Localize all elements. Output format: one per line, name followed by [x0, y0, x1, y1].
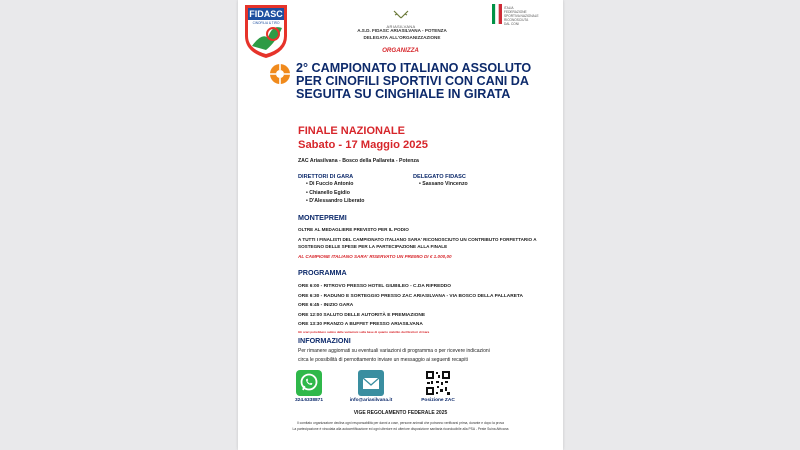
montepremi-line-3: AL CAMPIONE ITALIANO SARA' RISERVATO UN PREMIO DI € 1.000,00 [298, 254, 452, 259]
italia-line-3: RICONOSCIUTA [504, 18, 529, 22]
position-zac-label[interactable]: Posizione ZAC [421, 398, 455, 403]
fidasc-logo-text: FIDASC [249, 9, 283, 19]
informazioni-line-2: circa le possibilità di pernottamento inviare un messaggio ai seguenti recapiti [298, 357, 468, 363]
disclaimer-line-1: Il comitato organizzatore declina ogni responsabilità per danni a cose, persone animali che potranno verificarsi prima, durante e dopo la prova [297, 421, 504, 425]
disclaimer-line-2: La partecipazione è vincolata alla autocertificazione ed ogni ulteriore ed ulteriore disposizione sanitaria riconducibile alla PSA - Peste Suina Africana [292, 427, 509, 431]
finale-nazionale: FINALE NAZIONALE [298, 125, 405, 137]
event-title: 2° CAMPIONATO ITALIANO ASSOLUTO PER CINOFILI SPORTIVI CON CANI DA SEGUITA SU CINGHIALE IN GIRATA [296, 61, 532, 101]
italia-line-4: DAL CONI [504, 22, 519, 26]
programma-item: ORE 6:00 - RITROVO PRESSO HOTEL GIUBILEO - C.DA RIFREDDO [298, 284, 451, 289]
delegato-section [413, 174, 468, 189]
asso-line-1: A.S.D. FIDASC ARIASILVANA - POTENZA [357, 28, 447, 33]
programma-item: ORE 6:45 - INIZIO GARA [298, 303, 354, 308]
antler-icon [391, 9, 411, 19]
delegato-list [419, 180, 468, 189]
direttore-item: • Di Fuccio Antonio [306, 180, 364, 189]
italia-federation-text [504, 6, 560, 26]
whatsapp-icon[interactable] [296, 370, 322, 396]
event-date: Sabato - 17 Maggio 2025 [298, 139, 428, 151]
direttori-section [298, 174, 364, 206]
programma-item: ORE 12:00 SALUTO DELLE AUTORITÀ E PREMIAZIONE [298, 312, 426, 318]
disclaimer [248, 420, 553, 432]
organizza-label: ORGANIZZA [382, 47, 419, 54]
montepremi-line-2: A TUTTI I FINALISTI DEL CAMPIONATO ITALIANO SARA' RICONOSCIUTO UN CONTRIBUTO FORFETTARIO A SOSTEGNO DELLE SPESE PER LA PARTECIPAZIONE ALLA FINALE [298, 237, 537, 249]
programma-list [298, 282, 560, 335]
ariasilvana-logo [366, 6, 436, 29]
direttori-list [306, 180, 364, 206]
informazioni-line-1: Per rimanere aggiornati su eventuali variazioni di programma o per ricevere indicazioni [298, 348, 490, 354]
italia-line-2: SPORTIVA NAZIONALE [504, 14, 539, 18]
montepremi-line-1: OLTRE AL MEDAGLIERE PREVISTO PER IL PODIO [298, 227, 409, 232]
montepremi-heading: MONTEPREMI [298, 213, 347, 222]
asso-line-2: DELEGATA ALL'ORGANIZZAZIONE [363, 35, 441, 40]
italy-flag-icon [492, 4, 502, 24]
direttore-item: • D'Alessandro Liberato [306, 197, 364, 206]
informazioni-body [298, 347, 560, 365]
email-address[interactable]: info@ariasilvana.it [349, 398, 393, 403]
event-wheel-icon [269, 63, 291, 85]
programma-item: ORE 6:30 - RADUNO E SORTEGGIO PRESSO ZAC ARIASILVANA - VIA BOSCO DELLA PALLARETA [298, 293, 523, 299]
italia-line-1: FEDERAZIONE [504, 10, 527, 14]
ariasilvana-logo-name: ARIASILVANA [386, 24, 416, 29]
direttori-heading: DIRETTORI DI GARA [298, 174, 354, 180]
italia-word: ITALIA [504, 6, 514, 10]
qr-code-icon[interactable] [425, 370, 451, 396]
fidasc-logo-sub: CINOFILIA & TIRO [252, 21, 280, 25]
programma-heading: PROGRAMMA [298, 268, 347, 277]
programma-item: ORE 13:30 PRANZO A BUFFET PRESSO ARIASILVANA [298, 322, 423, 327]
delegato-item: • Sassano Vincenzo [419, 180, 468, 189]
programma-note: Gli orari potrebbero subire delle variazioni sulla base di quanto stabilito dai Direttori di Gara [298, 329, 430, 334]
delegato-heading: DELEGATO FIDASC [413, 174, 466, 180]
event-poster [238, 0, 563, 450]
direttore-item: • Chianello Egidio [306, 189, 364, 198]
informazioni-heading: INFORMAZIONI [298, 336, 351, 345]
mail-icon[interactable] [358, 370, 384, 396]
regolamento-notice: VIGE REGOLAMENTO FEDERALE 2025 [353, 410, 448, 416]
phone-number[interactable]: 324.6338871 [294, 398, 323, 403]
event-location: ZAC Ariasilvana - Bosco della Pallareta - Potenza [298, 158, 419, 164]
